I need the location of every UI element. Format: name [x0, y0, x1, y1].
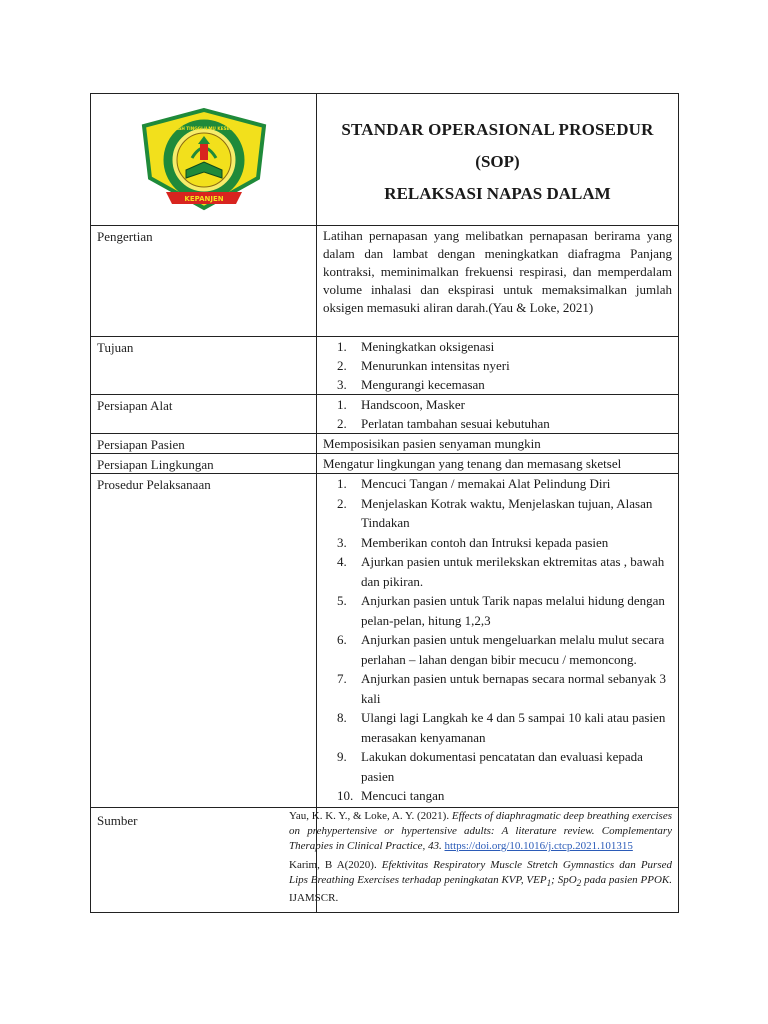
label-tujuan: Tujuan [91, 337, 317, 395]
ref1-authors: Yau, K. K. Y., & Loke, A. Y. (2021). [289, 810, 452, 822]
list-item: 3. Memberikan contoh dan Intruksi kepada pasien [337, 534, 609, 550]
title-line-3: RELAKSASI NAPAS DALAM [384, 184, 611, 203]
list-item: 6. Anjurkan pasien untuk mengeluarkan melalu mulut secara perlahan – lahan dengan bibir mecucu / memoncong. [337, 632, 665, 667]
label-persiapan-alat: Persiapan Alat [91, 395, 317, 434]
value-persiapan-alat [317, 395, 679, 434]
list-item: 10. Mencuci tangan [337, 788, 445, 803]
list-item: 3. Mengurangi kecemasan [337, 377, 485, 392]
label-pengertian: Pengertian [91, 226, 317, 337]
label-sumber: Sumber [91, 808, 317, 913]
row-persiapan-alat [91, 395, 679, 434]
title-cell [317, 94, 679, 226]
list-item: 9. Lakukan dokumentasi pencatatan dan evaluasi kepada pasien [337, 749, 643, 784]
sop-document [90, 93, 678, 913]
header-row [91, 94, 679, 226]
reference-2 [289, 858, 678, 906]
tujuan-list [317, 337, 678, 394]
label-persiapan-pasien: Persiapan Pasien [91, 434, 317, 454]
institution-logo [136, 108, 272, 212]
logo-cell [91, 94, 317, 226]
row-tujuan [91, 337, 679, 395]
value-sumber [289, 808, 679, 913]
ref2-journal: IJAMSCR. [289, 892, 339, 905]
title-line-1: STANDAR OPERASIONAL PROSEDUR [341, 120, 654, 139]
list-item: 8. Ulangi lagi Langkah ke 4 dan 5 sampai 10 kali atau pasien merasakan kenyamanan [337, 710, 666, 745]
value-prosedur [317, 474, 679, 808]
prosedur-list [317, 474, 678, 806]
label-prosedur: Prosedur Pelaksanaan [91, 474, 317, 808]
list-item: 1. Mencuci Tangan / memakai Alat Pelindung Diri [337, 476, 611, 491]
list-item: 5. Anjurkan pasien untuk Tarik napas melalui hidung dengan pelan-pelan, hitung 1,2,3 [337, 593, 665, 628]
title-line-2: (SOP) [475, 152, 520, 171]
ref2-title: Efektivitas Respiratory Muscle Stretch Gymnastics dan Pursed Lips Breathing Exercises terhadap peningkatan KVP, $VEP_1$; SpO$_2$ pada pasien PPOK. [289, 859, 672, 889]
alat-list [317, 395, 678, 433]
value-tujuan [317, 337, 679, 395]
ref1-title: Effects of diaphragmatic deep breathing exercises on prehypertensive or hypertensive adults: A literature review. Complementary Therapies in Clinical Practice, 43. [289, 810, 672, 852]
logo-banner-text: KEPANJEN [184, 195, 224, 203]
ref1-doi-link[interactable]: https://doi.org/10.1016/j.ctcp.2021.101315 [444, 840, 633, 852]
row-sumber [91, 808, 679, 913]
row-pengertian [91, 226, 679, 337]
list-item: 1. Handscoon, Masker [337, 397, 465, 412]
list-item: 1. Meningkatkan oksigenasi [337, 339, 495, 354]
list-item: 2. Perlatan tambahan sesuai kebutuhan [337, 416, 550, 431]
value-persiapan-lingkungan: Mengatur lingkungan yang tenang dan memasang sketsel [317, 454, 679, 474]
row-persiapan-lingkungan [91, 454, 679, 474]
value-pengertian: Latihan pernapasan yang melibatkan pernapasan berirama yang dalam dan lambat dengan meningkatkan diafragma Panjang kontraksi, meminimalkan frekuensi respirasi, dan memperdalam volume inhalasi dan ekspirasi untuk memaksimalkan jumlah oksigen memasuki aliran darah.(Yau & Loke, 2021) [317, 226, 679, 337]
list-item: 2. Menurunkan intensitas nyeri [337, 358, 510, 373]
logo-ring-text: SEKOLAH TINGGI ILMU KESEHATAN [162, 126, 246, 131]
sop-table [90, 93, 679, 913]
list-item: 2. Menjelaskan Kotrak waktu, Menjelaskan tujuan, Alasan Tindakan [337, 495, 653, 530]
label-persiapan-lingkungan: Persiapan Lingkungan [91, 454, 317, 474]
list-item: 7. Anjurkan pasien untuk bernapas secara normal sebanyak 3 kali [337, 671, 667, 706]
row-prosedur [91, 474, 679, 808]
list-item: 4. Ajurkan pasien untuk merilekskan ektremitas atas , bawah dan pikiran. [337, 554, 665, 589]
ref2-authors: Karim, B A(2020). [289, 859, 382, 871]
row-persiapan-pasien [91, 434, 679, 454]
reference-1 [289, 809, 678, 854]
value-persiapan-pasien: Memposisikan pasien senyaman mungkin [317, 434, 679, 454]
